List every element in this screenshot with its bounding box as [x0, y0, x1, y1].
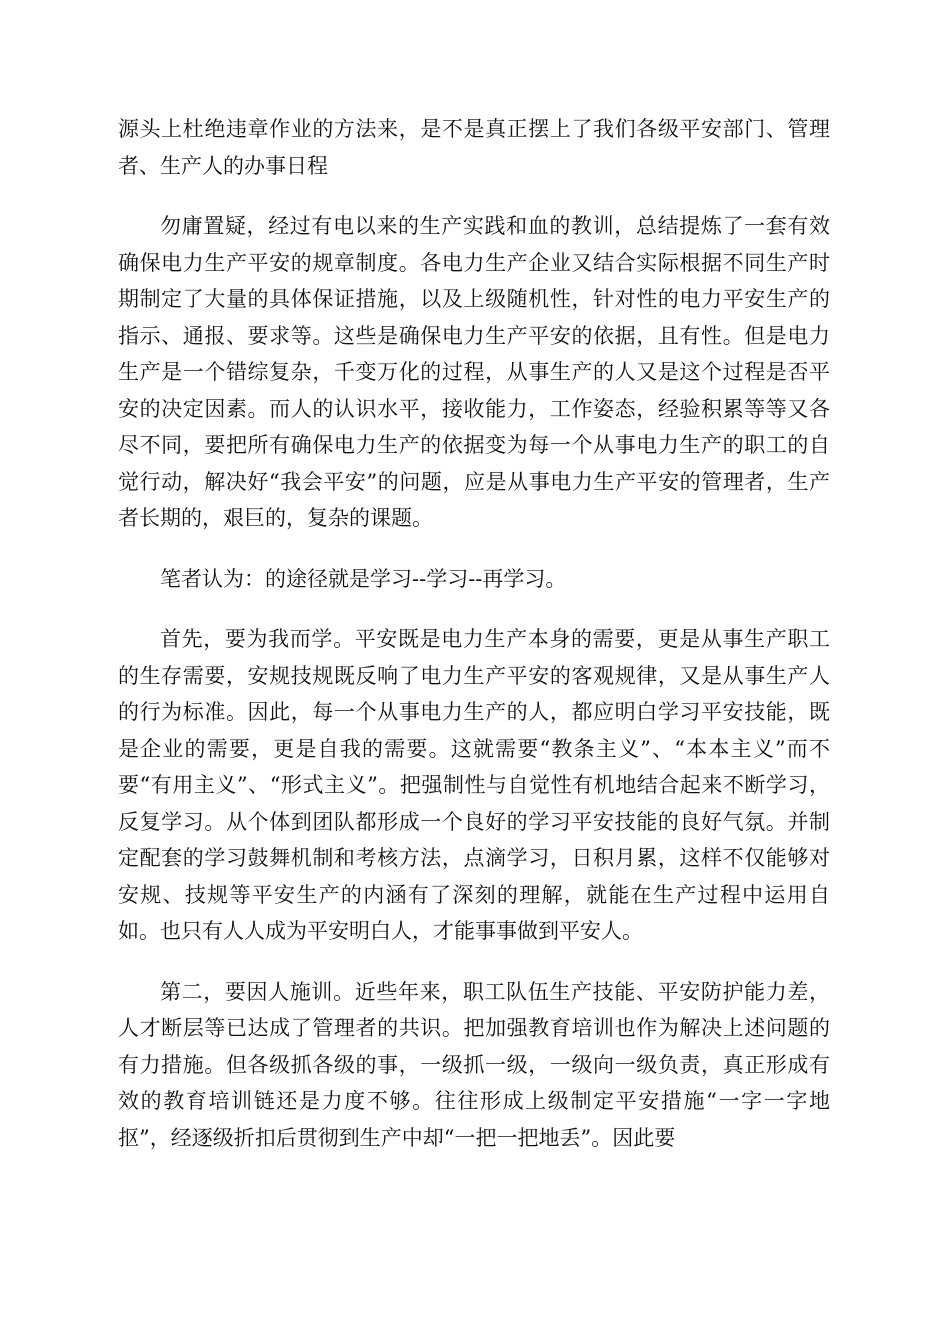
- paragraph-gap: [118, 950, 830, 974]
- paragraph-gap: [118, 597, 830, 621]
- paragraph-2: 勿庸置疑，经过有电以来的生产实践和血的教训，总结提炼了一套有效确保电力生产平安的规章制度。各电力生产企业又结合实际根据不同生产时期制定了大量的具体保证措施，以及上级随机性，针对性的电力平安生产的指示、通报、要求等。这些是确保电力生产平安的依据，且有性。但是电力生产是一个错综复杂，千变万化的过程，从事生产的人又是这个过程是否平安的决定因素。而人的认识水平，接收能力，工作姿态，经验积累等等又各尽不同，要把所有确保电力生产的依据变为每一个从事电力生产的职工的自觉行动，解决好“我会平安”的问题，应是从事电力生产平安的管理者，生产者长期的，艰巨的，复杂的课题。: [118, 214, 830, 530]
- paragraph-gap: [118, 184, 830, 208]
- paragraph-4: 首先，要为我而学。平安既是电力生产本身的需要，更是从事生产职工的生存需要，安规技规既反响了电力生产平安的客观规律，又是从事生产人的行为标准。因此，每一个从事电力生产的人，都应明白学习平安技能，既是企业的需要，更是自我的需要。这就需要“教条主义”、“本本主义”而不要“有用主义”、“形式主义”。把强制性与自觉性有机地结合起来不断学习，反复学习。从个体到团队都形成一个良好的学习平安技能的良好气氛。并制定配套的学习鼓舞机制和考核方法，点滴学习，日积月累，这样不仅能够对安规、技规等平安生产的内涵有了深刻的理解，就能在生产过程中运用自如。也只有人人成为平安明白人，才能事事做到平安人。: [118, 627, 830, 943]
- document-body: [118, 111, 830, 1156]
- paragraph-gap: [118, 537, 830, 561]
- paragraph-5: 第二，要因人施训。近些年来，职工队伍生产技能、平安防护能力差，人才断层等已达成了管理者的共识。把加强教育培训也作为解决上述问题的有力措施。但各级抓各级的事，一级抓一级，一级向一级负责，真正形成有效的教育培训链还是力度不够。往往形成上级制定平安措施“一字一字地抠”，经逐级折扣后贯彻到生产中却“一把一把地丢”。因此要: [118, 979, 830, 1150]
- paragraph-3: 笔者认为：的途径就是学习--学习--再学习。: [160, 566, 567, 591]
- paragraph-1: 源头上杜绝违章作业的方法来，是不是真正摆上了我们各级平安部门、管理者、生产人的办事日程: [118, 117, 830, 178]
